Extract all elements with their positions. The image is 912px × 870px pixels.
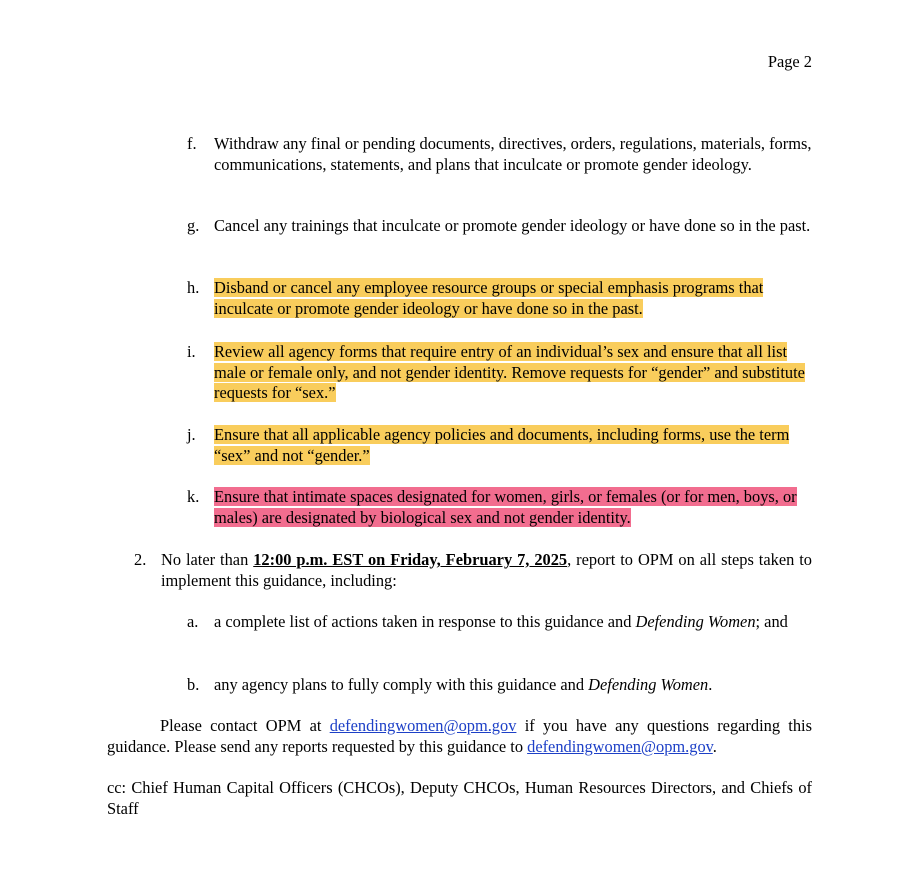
highlighted-text: Ensure that all applicable agency policies and documents, including forms, use the term “sex” and not “gender.” — [214, 425, 790, 465]
list-item-label: j. — [187, 425, 196, 444]
numbered-item-2 — [134, 550, 812, 591]
deadline-text: 12:00 p.m. EST on Friday, February 7, 2025 — [253, 550, 568, 569]
list-item-label: g. — [187, 216, 200, 235]
list-item-text: Withdraw any final or pending documents, directives, orders, regulations, materials, forms, communications, statements, and plans that inculcate or promote gender ideology. — [214, 134, 812, 174]
list-item-k — [187, 487, 812, 528]
highlighted-text: Disband or cancel any employee resource groups or special emphasis programs that inculcate or promote gender ideology or have done so in the past. — [214, 278, 764, 318]
numbered-item-text — [161, 550, 812, 591]
sub-item-b — [187, 675, 812, 696]
item-text-post: , report to OPM on all steps taken to implement this guidance, including: — [161, 550, 812, 590]
contact-text-mid: if you have any questions regarding this guidance. Please send any reports requested by this guidance to — [107, 716, 812, 756]
item-text-pre: No later than — [161, 550, 254, 569]
list-item-i — [187, 342, 812, 404]
list-item-f — [187, 134, 812, 175]
cc-paragraph: cc: Chief Human Capital Officers (CHCOs), Deputy CHCOs, Human Resources Directors, and Chiefs of Staff — [107, 778, 812, 818]
sub-item-label: b. — [187, 675, 200, 694]
sub-item-text-post: ; and — [755, 612, 788, 631]
italic-title: Defending Women — [588, 675, 709, 694]
page-number: Page 2 — [767, 52, 812, 71]
numbered-item-label: 2. — [134, 550, 147, 569]
contact-paragraph — [107, 716, 812, 757]
italic-title: Defending Women — [635, 612, 756, 631]
sub-item-text-pre: a complete list of actions taken in response to this guidance and — [214, 612, 636, 631]
list-item-g — [187, 216, 812, 237]
contact-text-post: . — [712, 736, 717, 756]
list-item-label: k. — [187, 487, 200, 506]
list-item-label: f. — [187, 134, 197, 153]
sub-item-label: a. — [187, 612, 199, 631]
list-item-j — [187, 425, 812, 466]
contact-text-pre: Please contact OPM at — [160, 716, 330, 735]
sub-item-text — [214, 675, 812, 696]
sub-item-text-post: . — [708, 675, 713, 694]
highlighted-text: Review all agency forms that require entry of an individual’s sex and ensure that all list male or female only, and not gender identity. Remove requests for “gender” and substitute requests for “sex.” — [214, 342, 805, 403]
list-item-text: Cancel any trainings that inculcate or promote gender ideology or have done so in the past. — [214, 216, 811, 235]
email-link-2[interactable]: defendingwomen@opm.gov — [527, 736, 713, 756]
list-item-label: i. — [187, 342, 196, 361]
list-item-h — [187, 278, 812, 319]
email-link[interactable]: defendingwomen@opm.gov — [329, 716, 517, 735]
list-item-label: h. — [187, 278, 200, 297]
sub-item-a — [187, 612, 812, 633]
highlighted-text: Ensure that intimate spaces designated for women, girls, or females (or for men, boys, or males) are designated by biological sex and not gender identity. — [214, 487, 797, 527]
sub-item-text-pre: any agency plans to fully comply with this guidance and — [214, 675, 589, 694]
sub-item-text — [214, 612, 812, 633]
